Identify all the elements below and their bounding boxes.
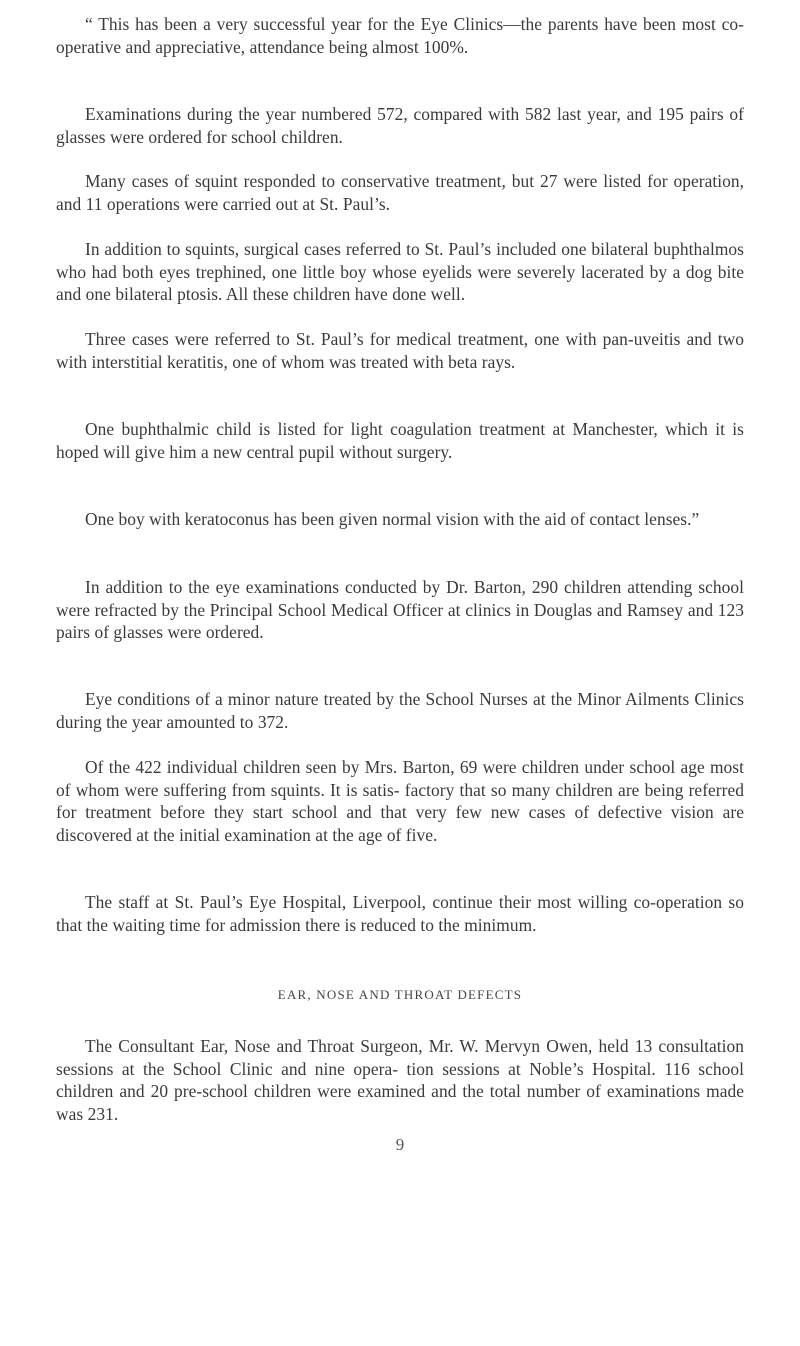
paragraph-buphthalmic-child: One buphthalmic child is listed for light coagulation treatment at Manchester, which it is hoped will give him a new central pupil without surgery. [56, 419, 744, 462]
paragraph-medical-treatment: Three cases were referred to St. Paul’s for medical treatment, one with pan-uveitis and two with interstitial keratitis, one of whom was treated with beta rays. [56, 329, 744, 372]
paragraph-surgical-cases: In addition to squints, surgical cases referred to St. Paul’s included one bilateral buphthalmos who had both eyes trephined, one little boy whose eyelids were severely lacerated by a dog bite and one bilateral ptosis. All these children have done well. [56, 239, 744, 304]
paragraph-refractions: In addition to the eye examinations conducted by Dr. Barton, 290 children attending school were refracted by the Principal School Medical Officer at clinics in Douglas and Ramsey and 123 pairs of glasses were ordered. [56, 577, 744, 642]
paragraph-keratoconus: One boy with keratoconus has been given normal vision with the aid of contact lenses.” [85, 509, 700, 529]
paragraph-individual-children: Of the 422 individual children seen by Mrs. Barton, 69 were children under school age most of whom were suffering from squints. It is satis- factory that so many children are being referred for treatment before they start school and that very few new cases of defective vision are discovered at the initial examination at the age of five. [56, 757, 744, 845]
paragraph-eye-clinics-intro: “ This has been a very successful year for the Eye Clinics—the parents have been most co-operative and appreciative, attendance being almost 100%. [56, 14, 744, 57]
paragraph-ent-consultant: The Consultant Ear, Nose and Throat Surgeon, Mr. W. Mervyn Owen, held 13 consultation sessions at the School Clinic and nine opera- tion sessions at Noble’s Hospital. 116 school children and 20 pre-school children were examined and the total number of examinations made was 231. [56, 1036, 744, 1124]
page-number: 9 [395, 1135, 405, 1154]
paragraph-examinations: Examinations during the year numbered 572, compared with 582 last year, and 195 pairs of glasses were ordered for school children. [56, 104, 744, 147]
paragraph-eye-hospital-staff: The staff at St. Paul’s Eye Hospital, Liverpool, continue their most willing co-operation so that the waiting time for admission there is reduced to the minimum. [56, 892, 744, 935]
section-heading-ent: EAR, NOSE AND THROAT DEFECTS [277, 987, 523, 1002]
paragraph-squint: Many cases of squint responded to conservative treatment, but 27 were listed for operation, and 11 operations were carried out at St. Paul’s. [56, 171, 744, 214]
paragraph-minor-conditions: Eye conditions of a minor nature treated by the School Nurses at the Minor Ailments Clinics during the year amounted to 372. [56, 689, 744, 732]
